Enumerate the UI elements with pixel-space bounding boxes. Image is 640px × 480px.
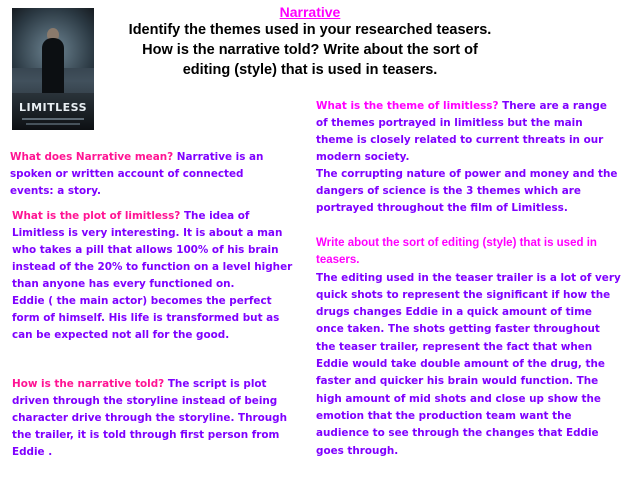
limitless-poster-image: [12, 8, 94, 130]
theme-section: [316, 98, 622, 217]
narrative-meaning-body: Narrative is an spoken or written account of connected events: a story.: [10, 151, 264, 197]
narrative-meaning-heading: What does Narrative mean?: [10, 151, 174, 163]
narrative-told-section: [12, 376, 302, 461]
page-title: Narrative: [279, 4, 341, 20]
plot-body-2: Eddie ( the main actor) becomes the perfect form of himself. His life is transformed but as can be expected not all for the good.: [12, 295, 280, 341]
theme-body-1: There are a range of themes portrayed in limitless but the main theme is closely related to current threats in our modern society.: [316, 100, 607, 163]
plot-heading: What is the plot of limitless?: [12, 210, 181, 222]
editing-heading: Write about the sort of editing (style) that is used in teasers.: [316, 237, 597, 267]
page-subtitle: Identify the themes used in your researched teasers. How is the narrative told? Write about the sort of editing (style) that is used in teasers.: [128, 22, 492, 78]
poster-title: LIMITLESS: [18, 101, 88, 114]
plot-body-1: The idea of Limitless is very interesting. It is about a man who takes a pill that allows 100% of his brain instead of the 20% to function on a level higher than anyone has every functioned on.: [12, 210, 293, 290]
theme-heading: What is the theme of limitless?: [316, 100, 499, 112]
narrative-told-heading: How is the narrative told?: [12, 378, 165, 390]
editing-body: The editing used in the teaser trailer is a lot of very quick shots to represent the significant if how the drugs changes Eddie in a quick amount of time once taken. The shots getting faster throughout the teaser trailer, represent the fact that when Eddie would take double amount of the drug, the faster and quicker his brain would function. The high amount of mid shots and close up show the emotion that the production team want the audience to see through the changes that Eddie goes through.: [316, 271, 621, 457]
narrative-told-body: The script is plot driven through the storyline instead of being character drive through the storyline. Through the trailer, it is told through first person from Eddie .: [12, 378, 287, 458]
editing-section: [316, 235, 622, 460]
narrative-meaning-section: [10, 149, 280, 200]
theme-body-2: The corrupting nature of power and money and the dangers of science is the 3 themes which are portrayed throughout the film of Limitless.: [316, 168, 618, 214]
plot-section: [12, 208, 296, 344]
